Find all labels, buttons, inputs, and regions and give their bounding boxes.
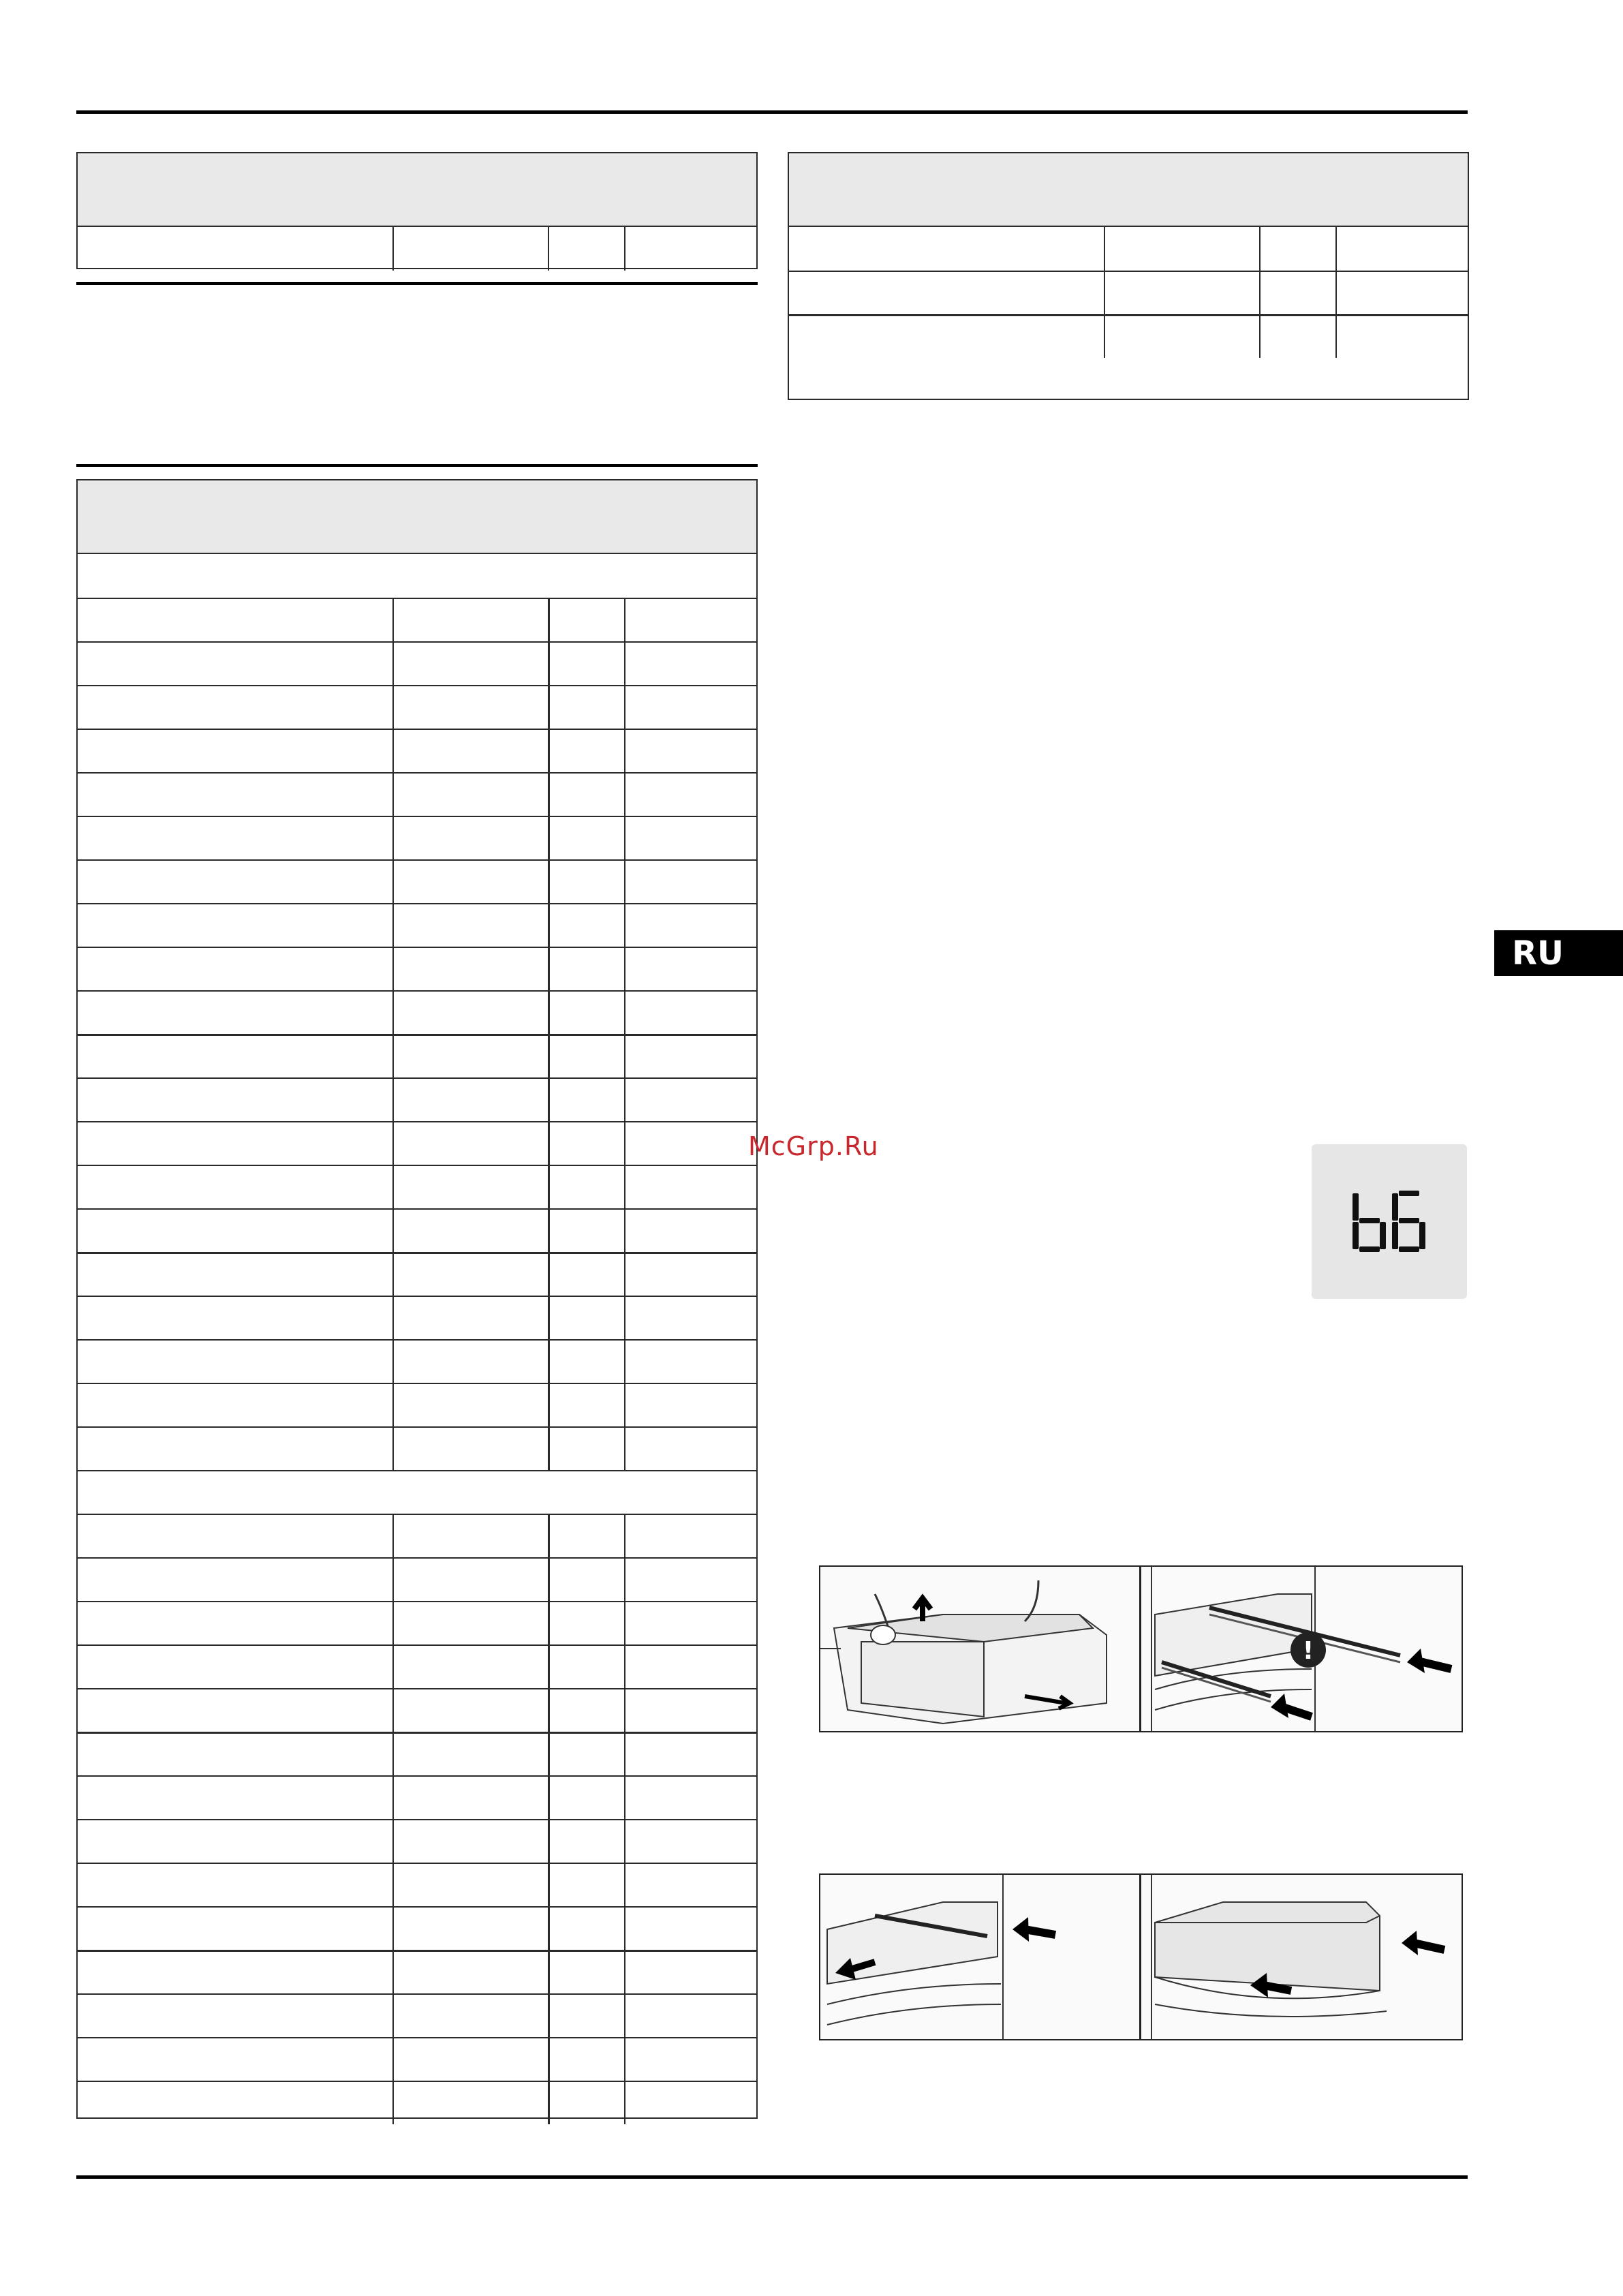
display-code-segments [1348,1189,1430,1255]
language-tab: RU [1494,930,1623,976]
top-rule [76,110,1468,114]
table-row [78,1819,756,1863]
table-row [789,271,1468,314]
table-row [78,2081,756,2124]
table-row [78,1644,756,1688]
table-row [78,1863,756,1906]
table-row [78,1775,756,1819]
table-row [78,1601,756,1644]
table-row [789,227,1468,271]
bottom-rule [76,2175,1468,2179]
table-row [78,1688,756,1732]
table-row [78,598,756,641]
table-header [78,153,756,227]
table-row [78,1034,756,1077]
table-row [78,227,756,271]
table-row [78,2037,756,2081]
table-row [78,1339,756,1383]
table-row [78,947,756,990]
table-row [78,1557,756,1601]
push-rails-illustration [1140,1565,1463,1732]
rails-insert-illustration [819,1873,1141,2040]
table-top-left [76,152,758,269]
remove-drawer-illustration [819,1565,1141,1732]
table-row [78,1732,756,1775]
section-rule [76,464,758,467]
table-row [78,859,756,903]
table-row [78,729,756,772]
section-rule [76,282,758,285]
table-row [78,1252,756,1296]
table-row [78,990,756,1034]
table-row [78,1906,756,1950]
table-row [78,1121,756,1165]
table-row [78,641,756,685]
table-top-right [788,152,1469,400]
table-header [78,480,756,554]
table-row [78,1514,756,1557]
table-row [78,1296,756,1339]
table-row [78,1208,756,1252]
table-row [78,816,756,859]
display-panel [1312,1144,1467,1299]
table-subheader [78,554,756,598]
table-row [78,1165,756,1208]
table-subheader [78,1470,756,1514]
table-row [78,903,756,947]
table-row [78,1077,756,1121]
table-header [789,153,1468,227]
watermark-text: McGrp.Ru [748,1131,879,1161]
table-row [78,772,756,816]
insert-drawer-illustration [1140,1873,1463,2040]
table-main [76,479,758,2119]
table-row [78,1426,756,1470]
svg-text:!: ! [1302,1637,1314,1665]
table-row [78,685,756,729]
table-row [78,1383,756,1426]
table-row [78,1950,756,1993]
table-row [78,1993,756,2037]
table-row [789,314,1468,358]
